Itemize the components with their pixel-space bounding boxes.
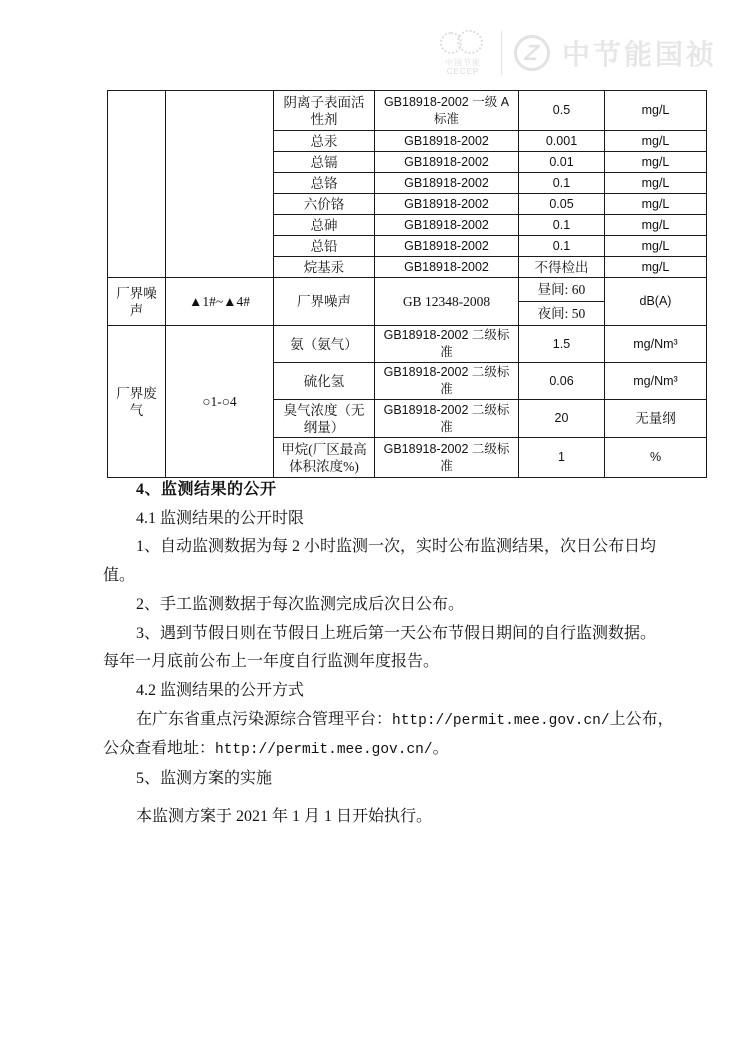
cell-limit: 不得检出 xyxy=(519,257,605,278)
cell-limit: 0.5 xyxy=(519,91,605,131)
cell-standard: GB18918-2002 xyxy=(375,173,519,194)
guozhen-logo-text: 中节能国祯 xyxy=(561,39,717,70)
cell-unit: % xyxy=(605,438,707,478)
cell-unit: mg/L xyxy=(605,173,707,194)
text-segment: 。 xyxy=(432,740,449,758)
cell-standard: GB18918-2002 xyxy=(375,257,519,278)
cell-unit: dB(A) xyxy=(605,278,707,326)
paragraph-line-url xyxy=(103,706,674,736)
cecep-logo xyxy=(437,30,489,76)
cell-param: 硫化氢 xyxy=(274,363,375,400)
cell-points-empty xyxy=(166,91,274,278)
paragraph-line: 3、遇到节假日则在节假日上班后第一天公布节假日期间的自行监测数据。 xyxy=(136,624,657,642)
cell-param: 总铅 xyxy=(274,236,375,257)
cell-standard: GB18918-2002 xyxy=(375,236,519,257)
cell-standard: GB18918-2002 二级标准 xyxy=(375,400,519,438)
section-heading-4: 4、监测结果的公开 xyxy=(136,481,277,498)
cell-unit: mg/L xyxy=(605,91,707,131)
guozhen-circle-icon xyxy=(514,35,550,71)
subsection-4-1: 4.1 监测结果的公开时限 xyxy=(136,509,305,527)
permit-url: http://permit.mee.gov.cn/ xyxy=(392,712,610,729)
cell-points: ▲1#~▲4# xyxy=(166,278,274,326)
cell-param: 臭气浓度（无纲量） xyxy=(274,400,375,438)
body-text xyxy=(103,476,674,831)
paragraph-line: 2、手工监测数据于每次监测完成后次日公布。 xyxy=(136,595,465,613)
cell-param: 氨（氨气） xyxy=(274,326,375,363)
cell-standard: GB18918-2002 二级标准 xyxy=(375,438,519,478)
cell-unit: mg/L xyxy=(605,257,707,278)
text-segment: 公众查看地址： xyxy=(103,740,216,758)
cell-param: 总铬 xyxy=(274,173,375,194)
cell-limit: 0.1 xyxy=(519,215,605,236)
cell-category: 厂界废气 xyxy=(108,326,166,478)
section-heading-5: 5、监测方案的实施 xyxy=(136,770,273,788)
cell-points: ○1-○4 xyxy=(166,326,274,478)
cell-unit: mg/L xyxy=(605,152,707,173)
cell-limit: 1 xyxy=(519,438,605,478)
logo-divider xyxy=(501,31,502,75)
cell-category: 厂界噪声 xyxy=(108,278,166,326)
cell-limit-night: 夜间: 50 xyxy=(519,302,605,326)
cell-standard: GB18918-2002 xyxy=(375,131,519,152)
cell-param: 总镉 xyxy=(274,152,375,173)
cell-category-empty xyxy=(108,91,166,278)
cell-param: 阴离子表面活性剂 xyxy=(274,91,375,131)
cell-standard: GB18918-2002 xyxy=(375,194,519,215)
cell-unit: mg/L xyxy=(605,194,707,215)
cell-unit: 无量纲 xyxy=(605,400,707,438)
cell-standard: GB18918-2002 xyxy=(375,152,519,173)
paragraph-line: 本监测方案于 2021 年 1 月 1 日开始执行。 xyxy=(136,807,433,825)
cell-param: 总砷 xyxy=(274,215,375,236)
cell-limit: 0.05 xyxy=(519,194,605,215)
cell-limit: 0.06 xyxy=(519,363,605,400)
text-segment: 上公布， xyxy=(609,710,674,728)
header-watermark xyxy=(437,30,717,76)
permit-url: http://permit.mee.gov.cn/ xyxy=(215,742,433,759)
cell-limit-day: 昼间: 60 xyxy=(519,278,605,302)
cecep-logo-text-en: CECEP xyxy=(446,67,480,76)
cell-standard: GB18918-2002 一级 A 标准 xyxy=(375,91,519,131)
cecep-rings-icon xyxy=(440,30,486,56)
cell-unit: mg/Nm³ xyxy=(605,326,707,363)
text-segment: 在广东省重点污染源综合管理平台： xyxy=(136,710,393,728)
table-row xyxy=(108,326,707,363)
cell-limit: 0.1 xyxy=(519,236,605,257)
cell-param: 烷基汞 xyxy=(274,257,375,278)
cell-limit: 0.001 xyxy=(519,131,605,152)
paragraph-line: 值。 xyxy=(103,567,136,585)
cell-unit: mg/L xyxy=(605,131,707,152)
cell-param: 六价铬 xyxy=(274,194,375,215)
cell-standard: GB 12348-2008 xyxy=(375,278,519,326)
table-row xyxy=(108,91,707,131)
table-row xyxy=(108,278,707,302)
cecep-logo-text-cn: 中国节能 xyxy=(444,58,481,67)
cell-param: 总汞 xyxy=(274,131,375,152)
guozhen-z-glyph: Z xyxy=(523,40,541,65)
cell-standard: GB18918-2002 二级标准 xyxy=(375,363,519,400)
subsection-4-2: 4.2 监测结果的公开方式 xyxy=(136,681,305,699)
cell-standard: GB18918-2002 xyxy=(375,215,519,236)
monitoring-table xyxy=(107,90,707,478)
paragraph-line: 每年一月底前公布上一年度自行监测年度报告。 xyxy=(103,653,440,671)
cell-limit: 1.5 xyxy=(519,326,605,363)
cell-standard: GB18918-2002 二级标准 xyxy=(375,326,519,363)
cell-unit: mg/L xyxy=(605,215,707,236)
paragraph-line-url xyxy=(103,735,644,765)
cell-param: 厂界噪声 xyxy=(274,278,375,326)
paragraph-line: 1、自动监测数据为每 2 小时监测一次，实时公布监测结果，次日公布日均 xyxy=(136,538,657,556)
cell-limit: 20 xyxy=(519,400,605,438)
cell-limit: 0.01 xyxy=(519,152,605,173)
cell-param: 甲烷(厂区最高体积浓度%) xyxy=(274,438,375,478)
cell-unit: mg/Nm³ xyxy=(605,363,707,400)
cell-unit: mg/L xyxy=(605,236,707,257)
cell-limit: 0.1 xyxy=(519,173,605,194)
